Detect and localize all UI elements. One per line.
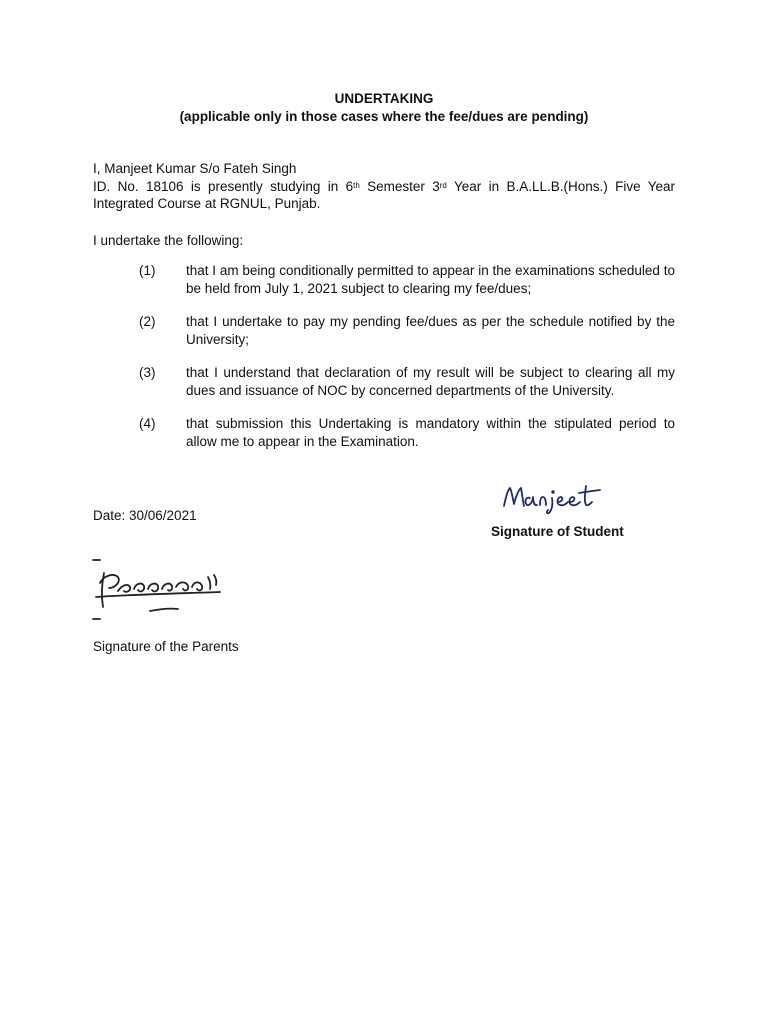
intro-paragraph <box>93 160 675 213</box>
document-title: UNDERTAKING <box>334 91 434 106</box>
item-number: (2) <box>139 314 156 329</box>
year-suffix: rd <box>439 180 447 190</box>
item-text: that I understand that declaration of my result will be subject to clearing all my dues and issuance of NOC by concerned departments of the University. <box>186 365 675 398</box>
item-number: (3) <box>139 365 156 380</box>
semester-suffix: th <box>353 180 360 190</box>
date-field: Date: 30/06/2021 <box>93 508 197 523</box>
intro-line-name: I, Manjeet Kumar S/o Fateh Singh <box>93 161 297 176</box>
item-number: (1) <box>139 263 156 278</box>
intro-line-id <box>93 178 675 196</box>
intro-id-text: ID. No. 18106 is presently studying in 6 <box>93 178 354 194</box>
intro-semester-text: Semester 3 <box>359 178 440 194</box>
item-text: that I am being conditionally permitted to appear in the examinations scheduled to be held from July 1, 2021 subject to clearing my fee/dues; <box>186 263 675 296</box>
intro-line-course: Integrated Course at RGNUL, Punjab. <box>93 196 321 211</box>
student-signature-label: Signature of Student <box>491 524 624 539</box>
parent-signature <box>90 555 230 623</box>
item-number: (4) <box>139 416 156 431</box>
item-text: that submission this Undertaking is mandatory within the stipulated period to allow me to appear in the Examination. <box>186 416 675 449</box>
parents-signature-label: Signature of the Parents <box>93 639 239 654</box>
undertake-heading: I undertake the following: <box>93 233 244 248</box>
intro-year-text: Year in B.A.LL.B.(Hons.) Five Year <box>446 178 675 194</box>
document-subtitle: (applicable only in those cases where the fee/dues are pending) <box>179 109 589 124</box>
item-text: that I undertake to pay my pending fee/dues as per the schedule notified by the University; <box>186 314 675 347</box>
